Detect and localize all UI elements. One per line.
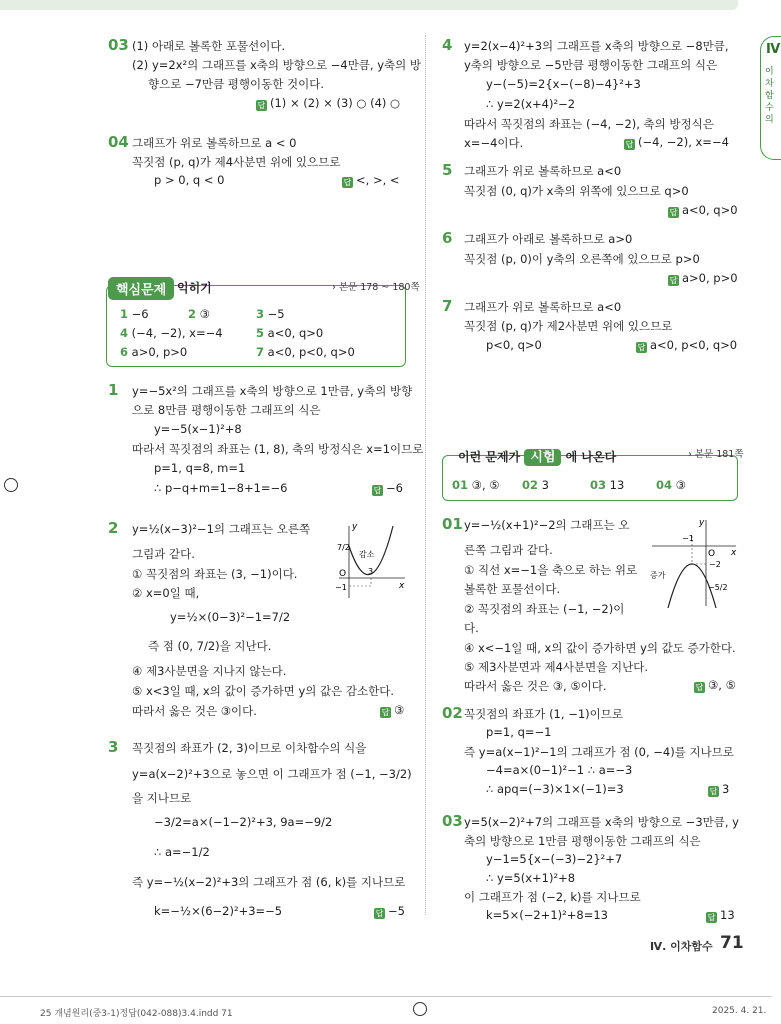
text-line: 이 그래프가 점 (−2, k)를 지나므로 [464,890,641,904]
answer [694,678,736,693]
text-line: ② x=0일 때, [132,586,200,600]
text-line: ② 꼭짓점의 좌표는 (−1, −2)이 [464,602,625,616]
answer [374,904,405,919]
answer-mark-icon: 답 [707,913,716,922]
problem-number: 7 [442,297,453,315]
text-line: 꼭짓점 (p, q)가 제4사분면 위에 있으므로 [132,155,341,169]
answer-text: (1) × (2) × (3) ○ (4) ○ [270,96,401,110]
exam-item: 02 3 [522,478,549,492]
problem-number: 2 [108,519,119,537]
text-line: (2) y=2x²의 그래프를 x축의 방향으로 −4만큼, y축의 방 [132,58,422,72]
vertex-y-label: −1 [335,583,347,592]
chevron-right-icon: › [332,282,339,293]
text-line: ⑤ x<3일 때, x의 값이 증가하면 y의 값은 감소한다. [132,684,394,698]
text-line: ⑤ 제3사분면과 제4사분면을 지난다. [464,660,648,674]
text-line: 꼭짓점 (p, q)가 제2사분면 위에 있으므로 [464,319,673,333]
answer-text: a>0, p>0 [682,271,738,285]
text-line: ∴ apq=(−3)×1×(−1)=3 [486,782,624,796]
answer-text: a<0, q>0 [682,203,738,217]
exam-item: 01 ③, ⑤ [452,478,500,492]
vertex-y-label: −2 [709,560,721,569]
chapter-symbol: Ⅳ [766,42,781,57]
answer-text: 13 [720,908,735,922]
page-number: 71 [720,933,744,953]
exam-page-ref: › 본문 181쪽 [688,449,744,460]
text-line: ∴ a=−1/2 [154,845,210,859]
answer-mark-icon: 답 [695,683,704,692]
text-line: 꼭짓점의 좌표가 (1, −1)이므로 [464,707,623,721]
decrease-label: 감소 [359,550,375,559]
answer [706,908,735,923]
file-info: 25 개념원리(중3-1)정답(042-088)3.4.indd 71 [40,1009,233,1019]
y-intercept-label: 7/2 [337,543,350,552]
origin-label: O [339,569,347,579]
core-item: 3 −5 [256,307,285,321]
text-line: ∴ y=2(x+4)²−2 [486,97,576,111]
answer-text: −6 [386,481,403,495]
text-line: −4=a×(0−1)²−1 ∴ a=−3 [486,763,633,777]
column-divider [425,35,426,915]
answer-text: −5 [388,904,405,918]
text-line: p=1, q=8, m=1 [154,461,246,475]
text-line: y=−5(x−1)²+8 [154,422,242,436]
core-page-ref: › 본문 178 ~ 180쪽 [332,282,420,293]
core-item: 6 a>0, p>0 [120,345,188,359]
text-line: k=5×(−2+1)²+8=13 [486,908,608,922]
problem-number: 03 [442,812,463,830]
text-line: 른쪽 그림과 같다. [464,543,553,557]
answer-mark-icon: 답 [257,101,266,110]
text-line: −3/2=a×(−1−2)²+3, 9a=−9/2 [154,815,333,829]
problem-number: 01 [442,515,463,533]
chapter-tab-text: 이차함수의 [765,67,774,125]
answer-text: 3 [722,782,730,796]
answer-text: ③ [394,703,405,717]
answer-mark-icon: 답 [669,276,678,285]
answer [668,271,738,286]
core-title: 핵심문제 [108,277,174,300]
text-line: 즉 y=a(x−1)²−1의 그래프가 점 (0, −4)를 지나므로 [464,745,734,759]
answer [636,338,737,353]
text-line: 즉 y=−½(x−2)²+3의 그래프가 점 (6, k)를 지나므로 [132,875,406,889]
chapter-footer: Ⅳ. 이차함수 [650,940,713,953]
core-item: 4 (−4, −2), x=−4 [120,326,223,340]
answer [342,173,400,188]
text-line: p<0, q>0 [486,338,542,352]
text-line: y=5(x−2)²+7의 그래프를 x축의 방향으로 −3만큼, y [464,815,739,829]
text-line: 즉 점 (0, 7/2)을 지난다. [148,639,272,653]
text-line: 꼭짓점의 좌표가 (2, 3)이므로 이차함수의 식을 [132,741,367,755]
text-line: ① 직선 x=−1을 축으로 하는 위로 [464,563,638,577]
text-line: 따라서 옳은 것은 ③이다. [132,704,257,718]
text-line: p=1, q=−1 [486,725,552,739]
answer [668,203,738,218]
vertex-x-label: −1 [682,534,694,543]
answer-mark-icon: 답 [709,787,718,796]
answer-text: ③, ⑤ [708,678,736,692]
answer [372,481,403,496]
print-date: 2025. 4. 21. [712,1006,767,1016]
text-line: y=−½(x+1)²−2의 그래프는 오 [464,518,630,532]
text-line: 따라서 꼭짓점의 좌표는 (−4, −2), 축의 방정식은 [464,117,714,131]
text-line: y축의 방향으로 −5만큼 평행이동한 그래프의 식은 [464,58,718,72]
answer-mark-icon: 답 [381,708,390,717]
answer [256,96,400,111]
problem-number: 3 [108,738,119,756]
answer [708,782,729,797]
text-line: 그래프가 위로 볼록하므로 a < 0 [132,136,297,150]
text-line: y−(−5)=2{x−(−8)−4}²+3 [486,77,641,91]
text-line: ④ x<−1일 때, x의 값이 증가하면 y의 값도 증가한다. [464,641,736,655]
core-item: 5 a<0, q>0 [256,326,324,340]
text-line: y=½(x−3)²−1의 그래프는 오른쪽 [132,522,311,536]
text-line: k=−½×(6−2)²+3=−5 [154,904,283,918]
text-line: 볼록한 포물선이다. [464,582,561,596]
text-line: ④ 제3사분면을 지나지 않는다. [132,664,287,678]
text-line: 그림과 같다. [132,547,195,561]
registration-mark-icon [413,1002,427,1016]
answer-mark-icon: 답 [625,140,634,149]
text-line: y−1=5{x−(−3)−2}²+7 [486,852,623,866]
text-line: y=−5x²의 그래프를 x축의 방향으로 1만큼, y축의 방향 [132,384,413,398]
text-line: 그래프가 위로 볼록하므로 a<0 [464,164,622,178]
y-intercept-label: −5/2 [708,583,728,592]
x-axis-label: x [731,548,737,558]
answer [624,135,729,150]
origin-label: O [708,549,716,559]
chevron-right-icon: › [688,449,695,460]
text-line: 따라서 꼭짓점의 좌표는 (1, 8), 축의 방정식은 x=1이므로 [132,442,424,456]
registration-mark-icon [4,478,18,492]
core-subtitle: 익히기 [177,281,212,295]
text-line: y=½×(0−3)²−1=7/2 [170,610,291,624]
text-line: 다. [464,621,479,635]
text-line: (1) 아래로 볼록한 포물선이다. [132,39,286,53]
text-line: ∴ y=5(x+1)²+8 [486,871,576,885]
text-line: 따라서 옳은 것은 ③, ⑤이다. [464,679,607,693]
problem-number: 4 [442,36,453,54]
footer-rule [0,996,772,997]
problem-number: 5 [442,161,453,179]
text-line: 그래프가 위로 볼록하므로 a<0 [464,300,622,314]
exam-item: 03 13 [590,478,625,492]
core-item: 2 ③ [188,307,210,321]
text-line: 을 지나므로 [132,791,192,805]
core-item: 1 −6 [120,307,149,321]
problem-number: 1 [108,381,119,399]
answer-mark-icon: 답 [343,178,352,187]
exam-title: 이런 문제가 시험 에 나온다 [458,450,617,465]
vertex-x-label: 3 [368,567,374,576]
problem-number: 02 [442,704,463,722]
answer-mark-icon: 답 [373,486,382,495]
problem-number: 04 [108,133,129,151]
parabola-graph [648,516,740,608]
answer-mark-icon: 답 [375,909,384,918]
text-line: 꼭짓점 (0, q)가 x축의 위쪽에 있으므로 q>0 [464,184,689,198]
top-band [0,0,738,10]
exam-item: 04 ③ [656,478,686,492]
answer-mark-icon: 답 [669,208,678,217]
problem-number: 6 [442,229,453,247]
core-item: 7 a<0, p<0, q>0 [256,345,355,359]
text-line: 으로 8만큼 평행이동한 그래프의 식은 [132,403,321,417]
answer-text: (−4, −2), x=−4 [638,135,729,149]
text-line: y=a(x−2)²+3으로 놓으면 이 그래프가 점 (−1, −3/2) [132,767,412,781]
text-line: y=2(x−4)²+3의 그래프를 x축의 방향으로 −8만큼, [464,39,729,53]
text-line: 꼭짓점 (p, 0)이 y축의 오른쪽에 있으므로 p>0 [464,252,700,266]
answer [380,703,404,718]
y-axis-label: y [699,518,705,528]
answer-mark-icon: 답 [637,343,646,352]
text-line: 향으로 −7만큼 평행이동한 것이다. [148,77,324,91]
x-axis-label: x [399,581,405,591]
answer-text: a<0, p<0, q>0 [650,338,738,352]
text-line: ∴ p−q+m=1−8+1=−6 [154,481,288,495]
parabola-graph [335,520,407,600]
text-line: 축의 방향으로 1만큼 평행이동한 그래프의 식은 [464,834,701,848]
text-line: 그래프가 아래로 볼록하므로 a>0 [464,232,633,246]
problem-number: 03 [108,36,129,54]
answer-text: <, >, < [356,173,400,187]
text-line: p > 0, q < 0 [154,173,225,187]
text-line: x=−4이다. [464,136,524,150]
text-line: ① 꼭짓점의 좌표는 (3, −1)이다. [132,567,298,581]
increase-label: 증가 [650,571,666,580]
y-axis-label: y [352,522,358,532]
